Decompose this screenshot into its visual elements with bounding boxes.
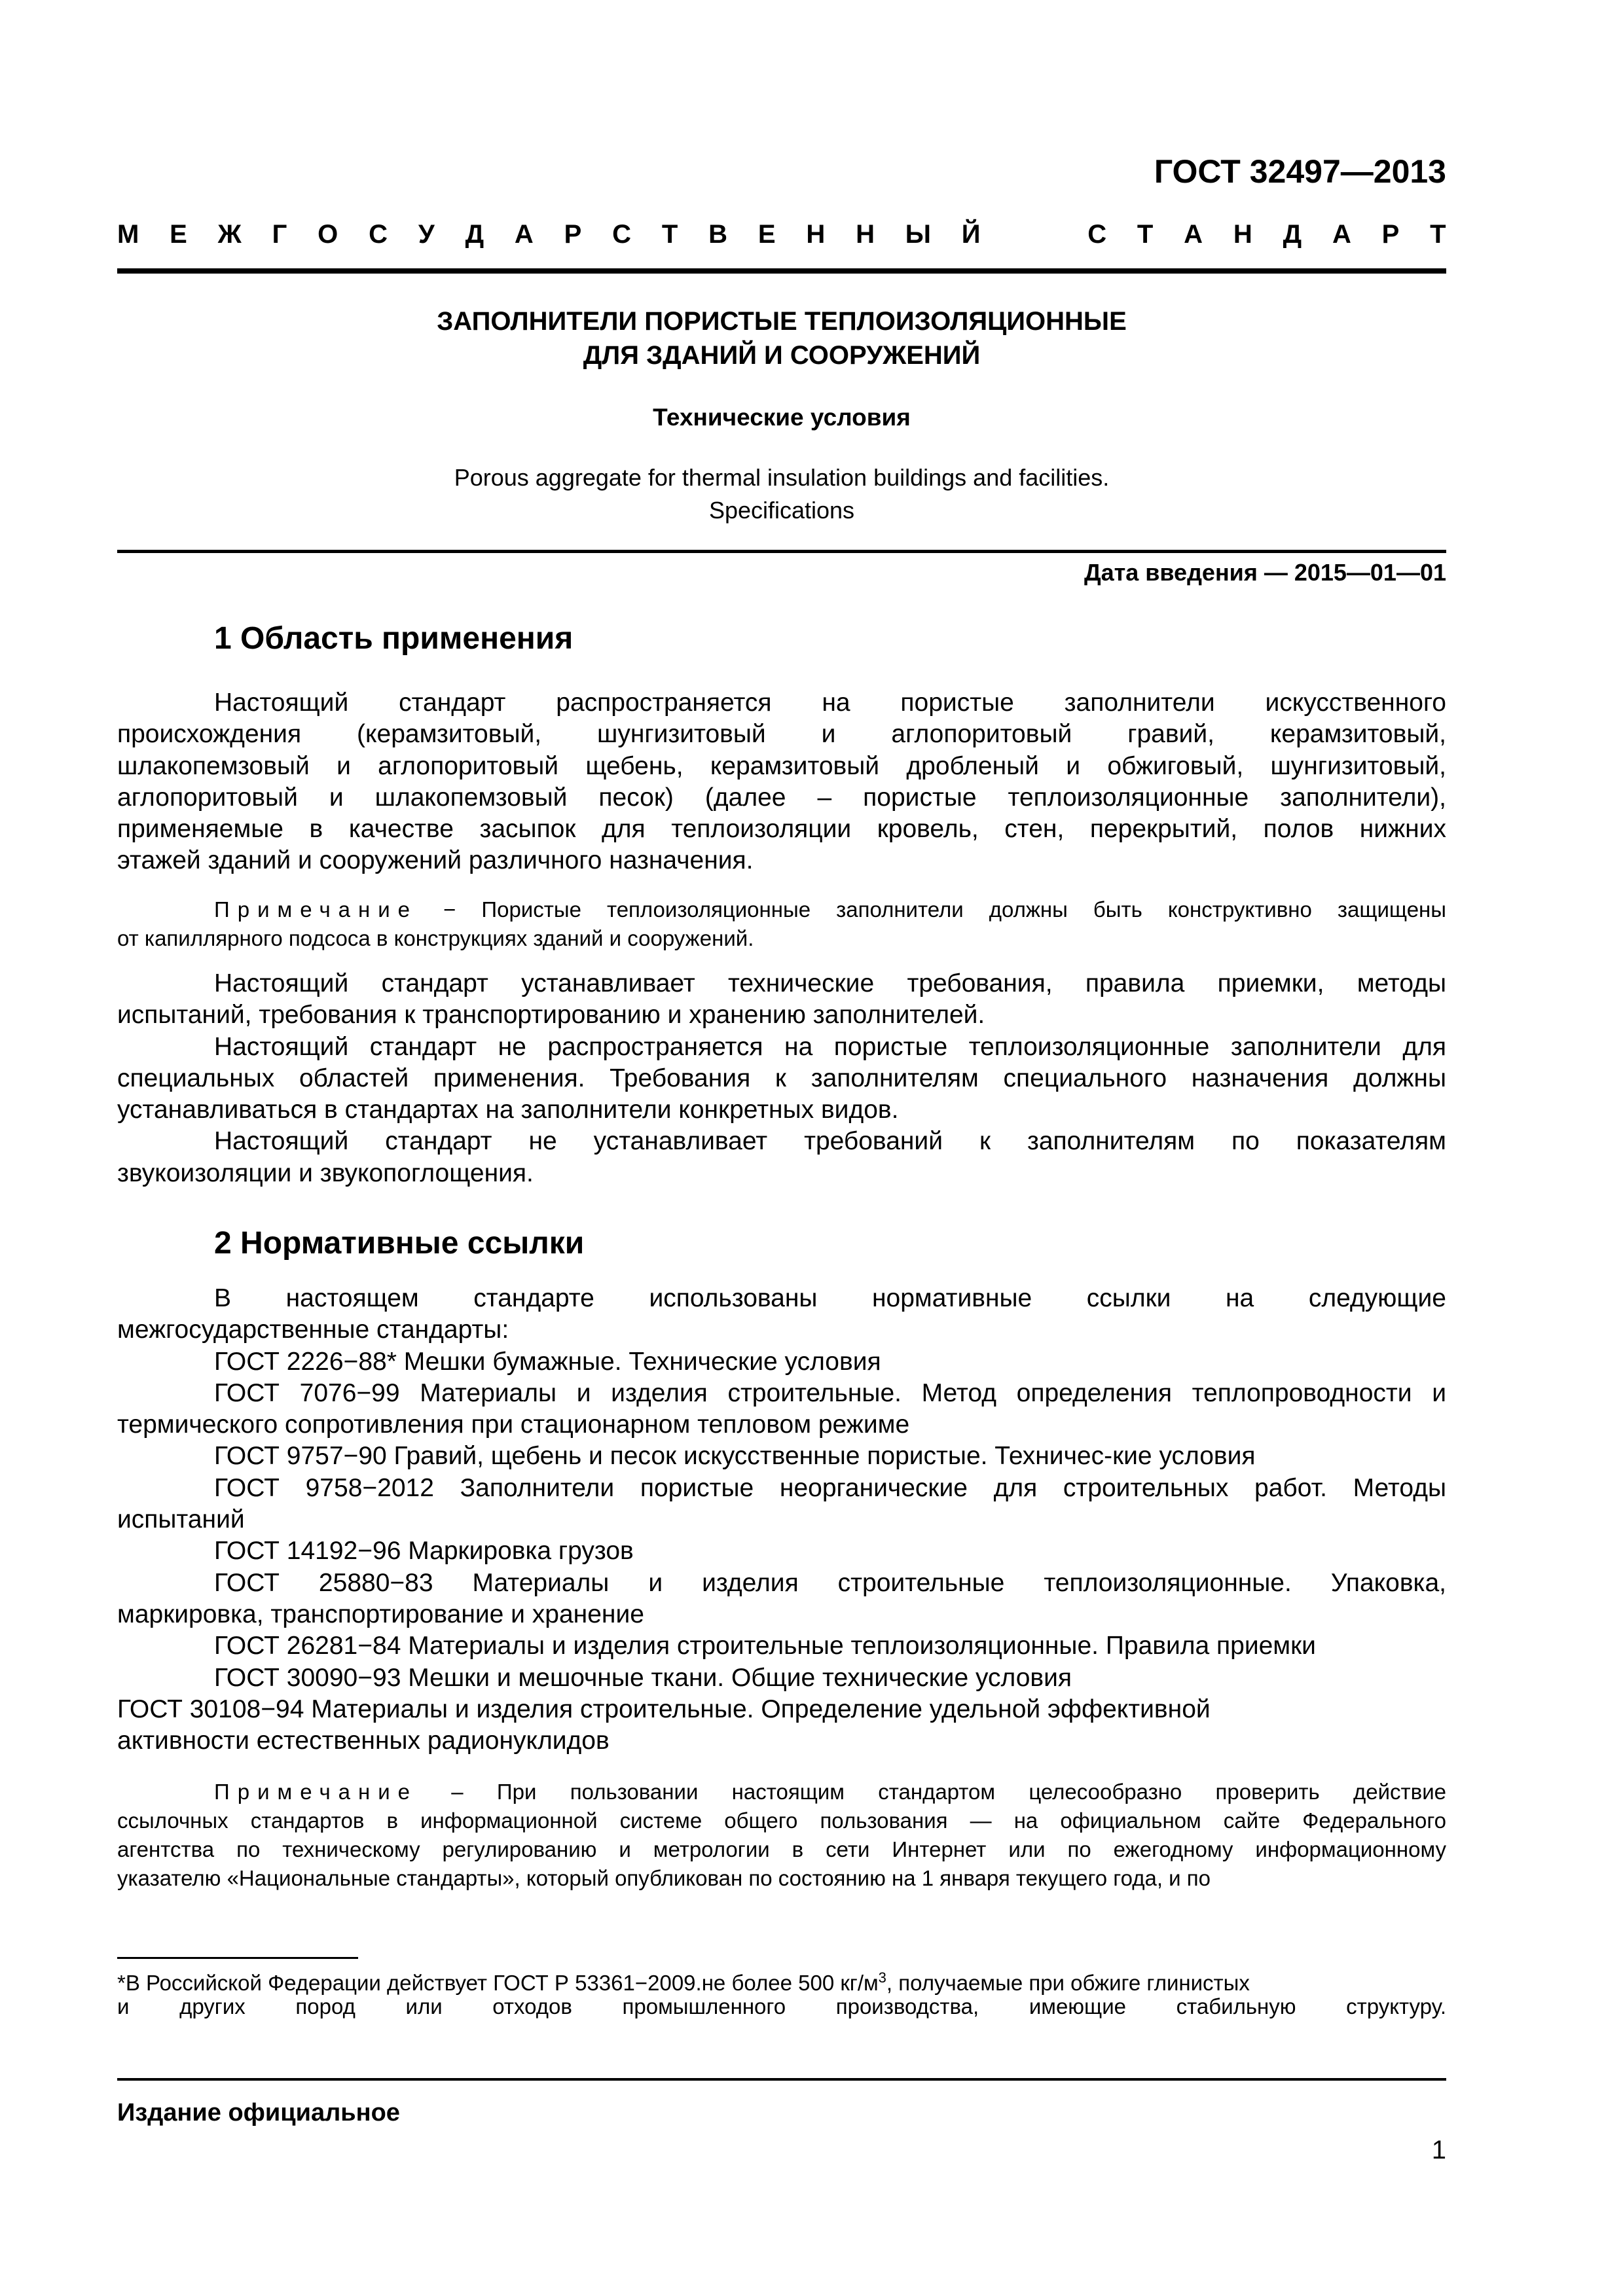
banner-letter: О <box>318 220 338 249</box>
text-line: Настоящий стандарт распространяется на пористые заполнители искусственного <box>214 689 1446 717</box>
text-line: шлакопемзовый и аглопоритовый щебень, керамзитовый дробленый и обжиговый, шунгизитовый, <box>117 751 1446 780</box>
footnote-text: , получаемые при обжиге глинистых <box>886 1971 1250 1995</box>
note-line: указателю «Национальные стандарты», который опубликован по состоянию на 1 января текущего года, и по <box>117 1866 1211 1890</box>
footnote-line <box>117 1964 1446 1995</box>
reference-item: ГОСТ 30090−93 Мешки и мешочные ткани. Общие технические условия <box>214 1663 1072 1692</box>
text-line: аглопоритовый и шлакопемзовый песок) (далее – пористые теплоизоляционные заполнители), <box>117 783 1446 812</box>
banner-letter: Е <box>170 220 187 249</box>
note-line: агентства по техническому регулированию и метрологии в сети Интернет или по ежегодному информационному <box>117 1837 1446 1861</box>
banner-letter: Д <box>1283 220 1302 249</box>
english-title-line: Specifications <box>708 497 855 524</box>
note-text: − Пористые теплоизоляционные заполнители должны быть конструктивно защищены <box>443 897 1446 922</box>
document-code: ГОСТ 32497—2013 <box>1154 153 1446 190</box>
text-line: испытаний <box>117 1505 245 1534</box>
references-list <box>117 1283 1446 1757</box>
text-line: термического сопротивления при стационарном тепловом режиме <box>117 1410 910 1439</box>
introduction-date: Дата введения — 2015—01—01 <box>1084 559 1446 586</box>
banner-letter: С <box>1087 220 1107 249</box>
banner-letter: Т <box>661 220 678 249</box>
text-line: межгосударственные стандарты: <box>117 1316 509 1344</box>
banner-letter: Н <box>856 220 875 249</box>
footnote <box>117 1964 1446 2021</box>
note-text: – При пользовании настоящим стандартом целесообразно проверить действие <box>451 1780 1446 1804</box>
banner-letter: Т <box>1137 220 1154 249</box>
text-line: этажей зданий и сооружений различного назначения. <box>117 846 754 875</box>
reference-item: ГОСТ 9758−2012 Заполнители пористые неорганические для строительных работ. Методы <box>214 1473 1446 1502</box>
text-line: маркировка, транспортирование и хранение <box>117 1600 644 1628</box>
banner-letter: Н <box>1233 220 1252 249</box>
english-title <box>117 461 1446 527</box>
references-note <box>117 1778 1446 1893</box>
text-line: применяемые в качестве засыпок для теплоизоляции кровель, стен, перекрытий, полов нижних <box>117 815 1446 844</box>
banner-gap <box>1011 216 1057 253</box>
document-subtitle: Технические условия <box>653 404 911 431</box>
scope-paragraph <box>117 687 1446 877</box>
banner-letter: Ж <box>217 220 242 249</box>
section-heading: 1 Область применения <box>214 621 574 656</box>
document-title <box>117 304 1446 372</box>
text-line: В настоящем стандарте использованы нормативные ссылки на следующие <box>214 1284 1446 1312</box>
banner-letter: Н <box>806 220 826 249</box>
text-line: испытаний, требования к транспортированию и хранению заполнителей. <box>117 1001 985 1030</box>
text-line: устанавливаться в стандартах на заполнители конкретных видов. <box>117 1096 899 1124</box>
banner-letter: Т <box>1430 220 1446 249</box>
banner-letter: А <box>514 220 534 249</box>
text-line: происхождения (керамзитовый, шунгизитовый и аглопоритовый гравий, керамзитовый, <box>117 720 1446 749</box>
text-line: специальных областей применения. Требования к заполнителям специального назначения должны <box>117 1064 1446 1092</box>
banner-letter: Д <box>465 220 484 249</box>
reference-item: ГОСТ 2226−88* Мешки бумажные. Технические условия <box>214 1347 881 1376</box>
scope-paragraph-2 <box>117 968 1446 1189</box>
reference-item: ГОСТ 14192−96 Маркировка грузов <box>214 1537 634 1566</box>
note-line <box>117 1778 1446 1806</box>
title-line: ЗАПОЛНИТЕЛИ ПОРИСТЫЕ ТЕПЛОИЗОЛЯЦИОННЫЕ <box>437 307 1127 336</box>
banner-letter: Р <box>1381 220 1400 249</box>
banner-letter: Й <box>961 220 981 249</box>
page-number: 1 <box>1431 2136 1446 2164</box>
scope-note <box>117 895 1446 953</box>
note-label: Примечание <box>214 1780 418 1804</box>
text-line: Настоящий стандарт не распространяется на пористые теплоизоляционные заполнители для <box>214 1032 1446 1061</box>
banner-letter: А <box>1332 220 1351 249</box>
title-line: ДЛЯ ЗДАНИЙ И СООРУЖЕНИЙ <box>583 341 981 370</box>
banner-letter: Г <box>272 220 287 249</box>
footnote-text: *В Российской Федерации действует ГОСТ Р 53361−2009.не более 500 кг/м <box>117 1971 879 1995</box>
note-label: Примечание <box>214 897 418 922</box>
banner-letter: В <box>708 220 727 249</box>
interstate-standard-banner <box>117 216 1446 253</box>
reference-item: ГОСТ 9757−90 Гравий, щебень и песок искусственные пористые. Техничес-кие условия <box>214 1442 1256 1471</box>
banner-letter: Ы <box>905 220 931 249</box>
title-rule <box>117 550 1446 553</box>
banner-letter: С <box>612 220 632 249</box>
note-line: от капиллярного подсоса в конструкциях зданий и сооружений. <box>117 926 754 950</box>
banner-letter: Р <box>564 220 582 249</box>
text-line: Настоящий стандарт устанавливает технические требования, правила приемки, методы <box>214 969 1446 997</box>
banner-letter: Е <box>757 220 776 249</box>
footnote-rule <box>117 1957 358 1959</box>
text-line: активности естественных радионуклидов <box>117 1727 610 1755</box>
english-title-line: Porous aggregate for thermal insulation buildings and facilities. <box>454 464 1110 491</box>
note-line <box>117 895 1446 924</box>
note-line: ссылочных стандартов в информационной системе общего пользования — на официальном сайте Федерального <box>117 1808 1446 1833</box>
footnote-superscript: 3 <box>878 1969 886 1986</box>
text-line: звукоизоляции и звукопоглощения. <box>117 1158 534 1187</box>
banner-letter: М <box>117 220 139 249</box>
reference-item: ГОСТ 30108−94 Материалы и изделия строительные. Определение удельной эффективной <box>117 1695 1211 1723</box>
footnote-line: и других пород или отходов промышленного производства, имеющие стабильную структуру. <box>117 1994 1446 2018</box>
footer-rule <box>117 2078 1446 2081</box>
reference-item: ГОСТ 26281−84 Материалы и изделия строительные теплоизоляционные. Правила приемки <box>214 1632 1316 1660</box>
banner-letter: А <box>1184 220 1203 249</box>
reference-item: ГОСТ 25880−83 Материалы и изделия строительные теплоизоляционные. Упаковка, <box>214 1568 1446 1597</box>
header-rule <box>117 268 1446 274</box>
banner-letter: С <box>369 220 388 249</box>
section-heading: 2 Нормативные ссылки <box>214 1226 585 1261</box>
text-line: Настоящий стандарт не устанавливает требований к заполнителям по показателям <box>214 1127 1446 1156</box>
banner-letter: У <box>418 220 435 249</box>
reference-item: ГОСТ 7076−99 Материалы и изделия строительные. Метод определения теплопроводности и <box>214 1378 1446 1407</box>
official-edition-label: Издание официальное <box>117 2099 400 2126</box>
